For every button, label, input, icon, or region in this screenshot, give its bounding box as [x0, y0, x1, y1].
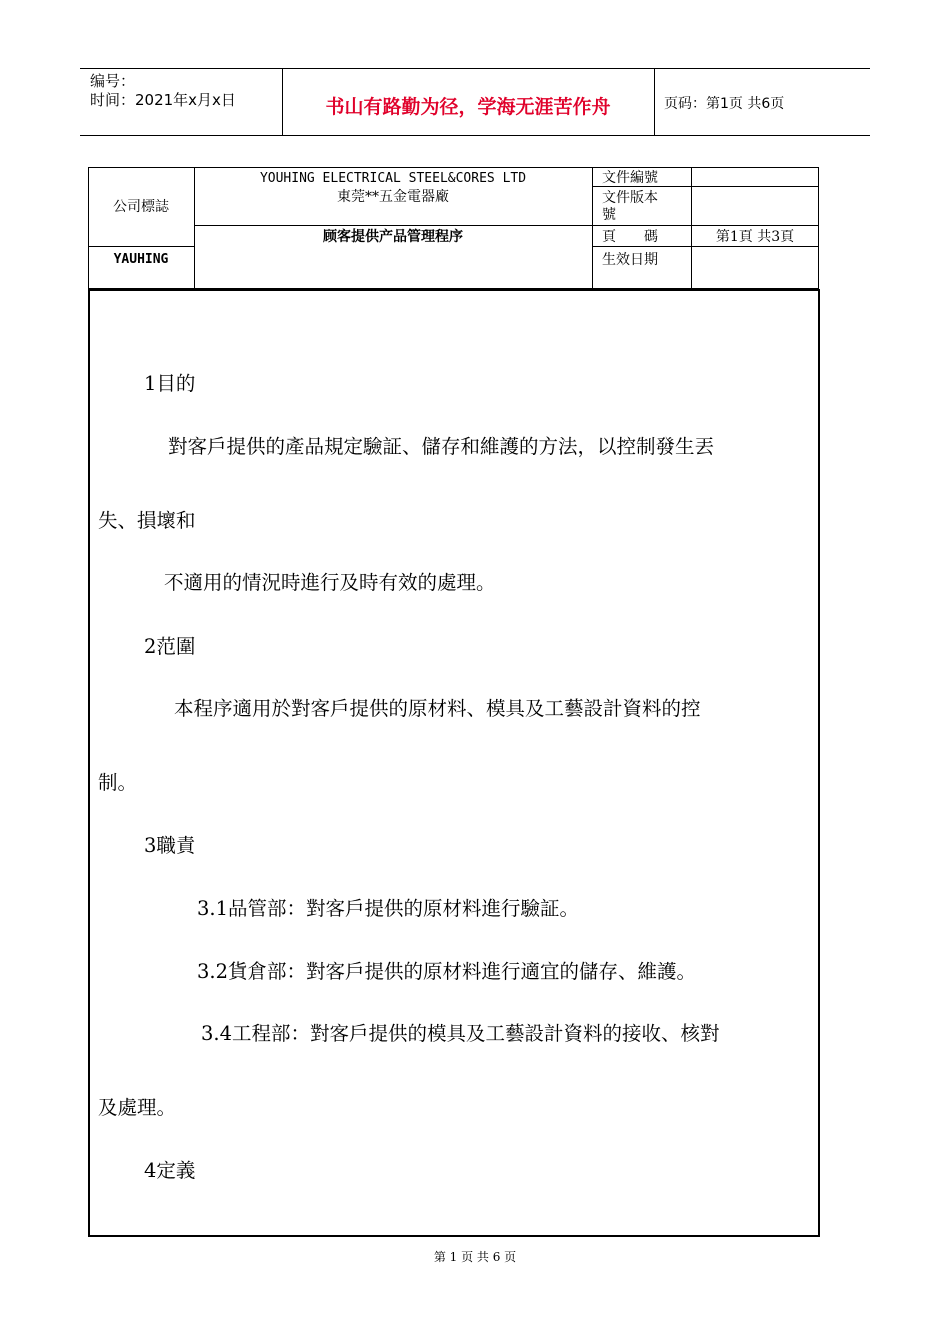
table-row-line-docno: [592, 186, 819, 187]
section-1-paragraph-1-line-2: 失、損壞和: [98, 509, 196, 532]
footer-page-number: 第 1 页 共 6 页: [433, 1250, 517, 1264]
section-3-heading: 3職責: [144, 834, 196, 857]
company-name-en: YOUHING ELECTRICAL STEEL&CORES LTD: [259, 171, 527, 186]
doc-version-label-line1: 文件版本: [602, 190, 658, 206]
company-logo-label: 公司標誌: [113, 199, 169, 215]
header-time-label: 时间：2021年x月x日: [90, 91, 236, 109]
company-code: YAUHING: [113, 252, 169, 267]
header-page-info: 页码：第1页 共6页: [664, 96, 785, 112]
table-row-line-logo: [88, 246, 194, 247]
section-3-item-2: 3.2貨倉部：對客戶提供的原材料進行適宜的儲存、維護。: [197, 960, 697, 983]
page-label: 頁 碼: [602, 229, 658, 245]
section-3-item-4-line-1: 3.4工程部：對客戶提供的模具及工藝設計資料的接收、核對: [201, 1022, 720, 1045]
page-value: 第1頁 共3頁: [715, 229, 795, 245]
document-title: 顾客提供产品管理程序: [323, 229, 463, 245]
company-name-cn: 東莞**五金電器廠: [337, 189, 449, 205]
doc-number-label: 文件編號: [602, 170, 658, 186]
section-2-paragraph-line-1: 本程序適用於對客戶提供的原材料、模具及工藝設計資料的控: [174, 697, 701, 720]
table-border-left: [88, 167, 89, 289]
header-divider-right: [654, 68, 655, 135]
table-row-line-version: [592, 225, 819, 226]
section-2-heading: 2范圍: [144, 635, 196, 658]
section-2-paragraph-line-2: 制。: [98, 771, 138, 794]
header-top-rule: [80, 68, 870, 69]
section-3-item-1: 3.1品管部：對客戶提供的原材料進行驗証。: [197, 897, 580, 920]
table-row-line-page: [592, 246, 819, 247]
table-border-top: [88, 167, 819, 168]
header-motto: 书山有路勤为径，学海无涯苦作舟: [325, 96, 611, 118]
doc-version-label-line2: 號: [602, 207, 616, 223]
section-4-heading: 4定義: [144, 1159, 196, 1182]
section-1-paragraph-1-line-1: 對客戶提供的產品規定驗証、儲存和維護的方法，以控制發生丟: [168, 435, 715, 458]
header-number-label: 编号：: [90, 72, 136, 90]
table-row-line-name: [194, 225, 592, 226]
section-3-item-4-line-2: 及處理。: [98, 1096, 177, 1119]
header-meta: [90, 72, 236, 110]
section-1-heading: 1目的: [144, 372, 196, 395]
section-1-paragraph-2: 不適用的情況時進行及時有效的處理。: [164, 571, 496, 594]
header-bottom-rule: [80, 135, 870, 136]
effective-date-label: 生效日期: [602, 252, 658, 268]
document-info-table: [88, 167, 819, 289]
